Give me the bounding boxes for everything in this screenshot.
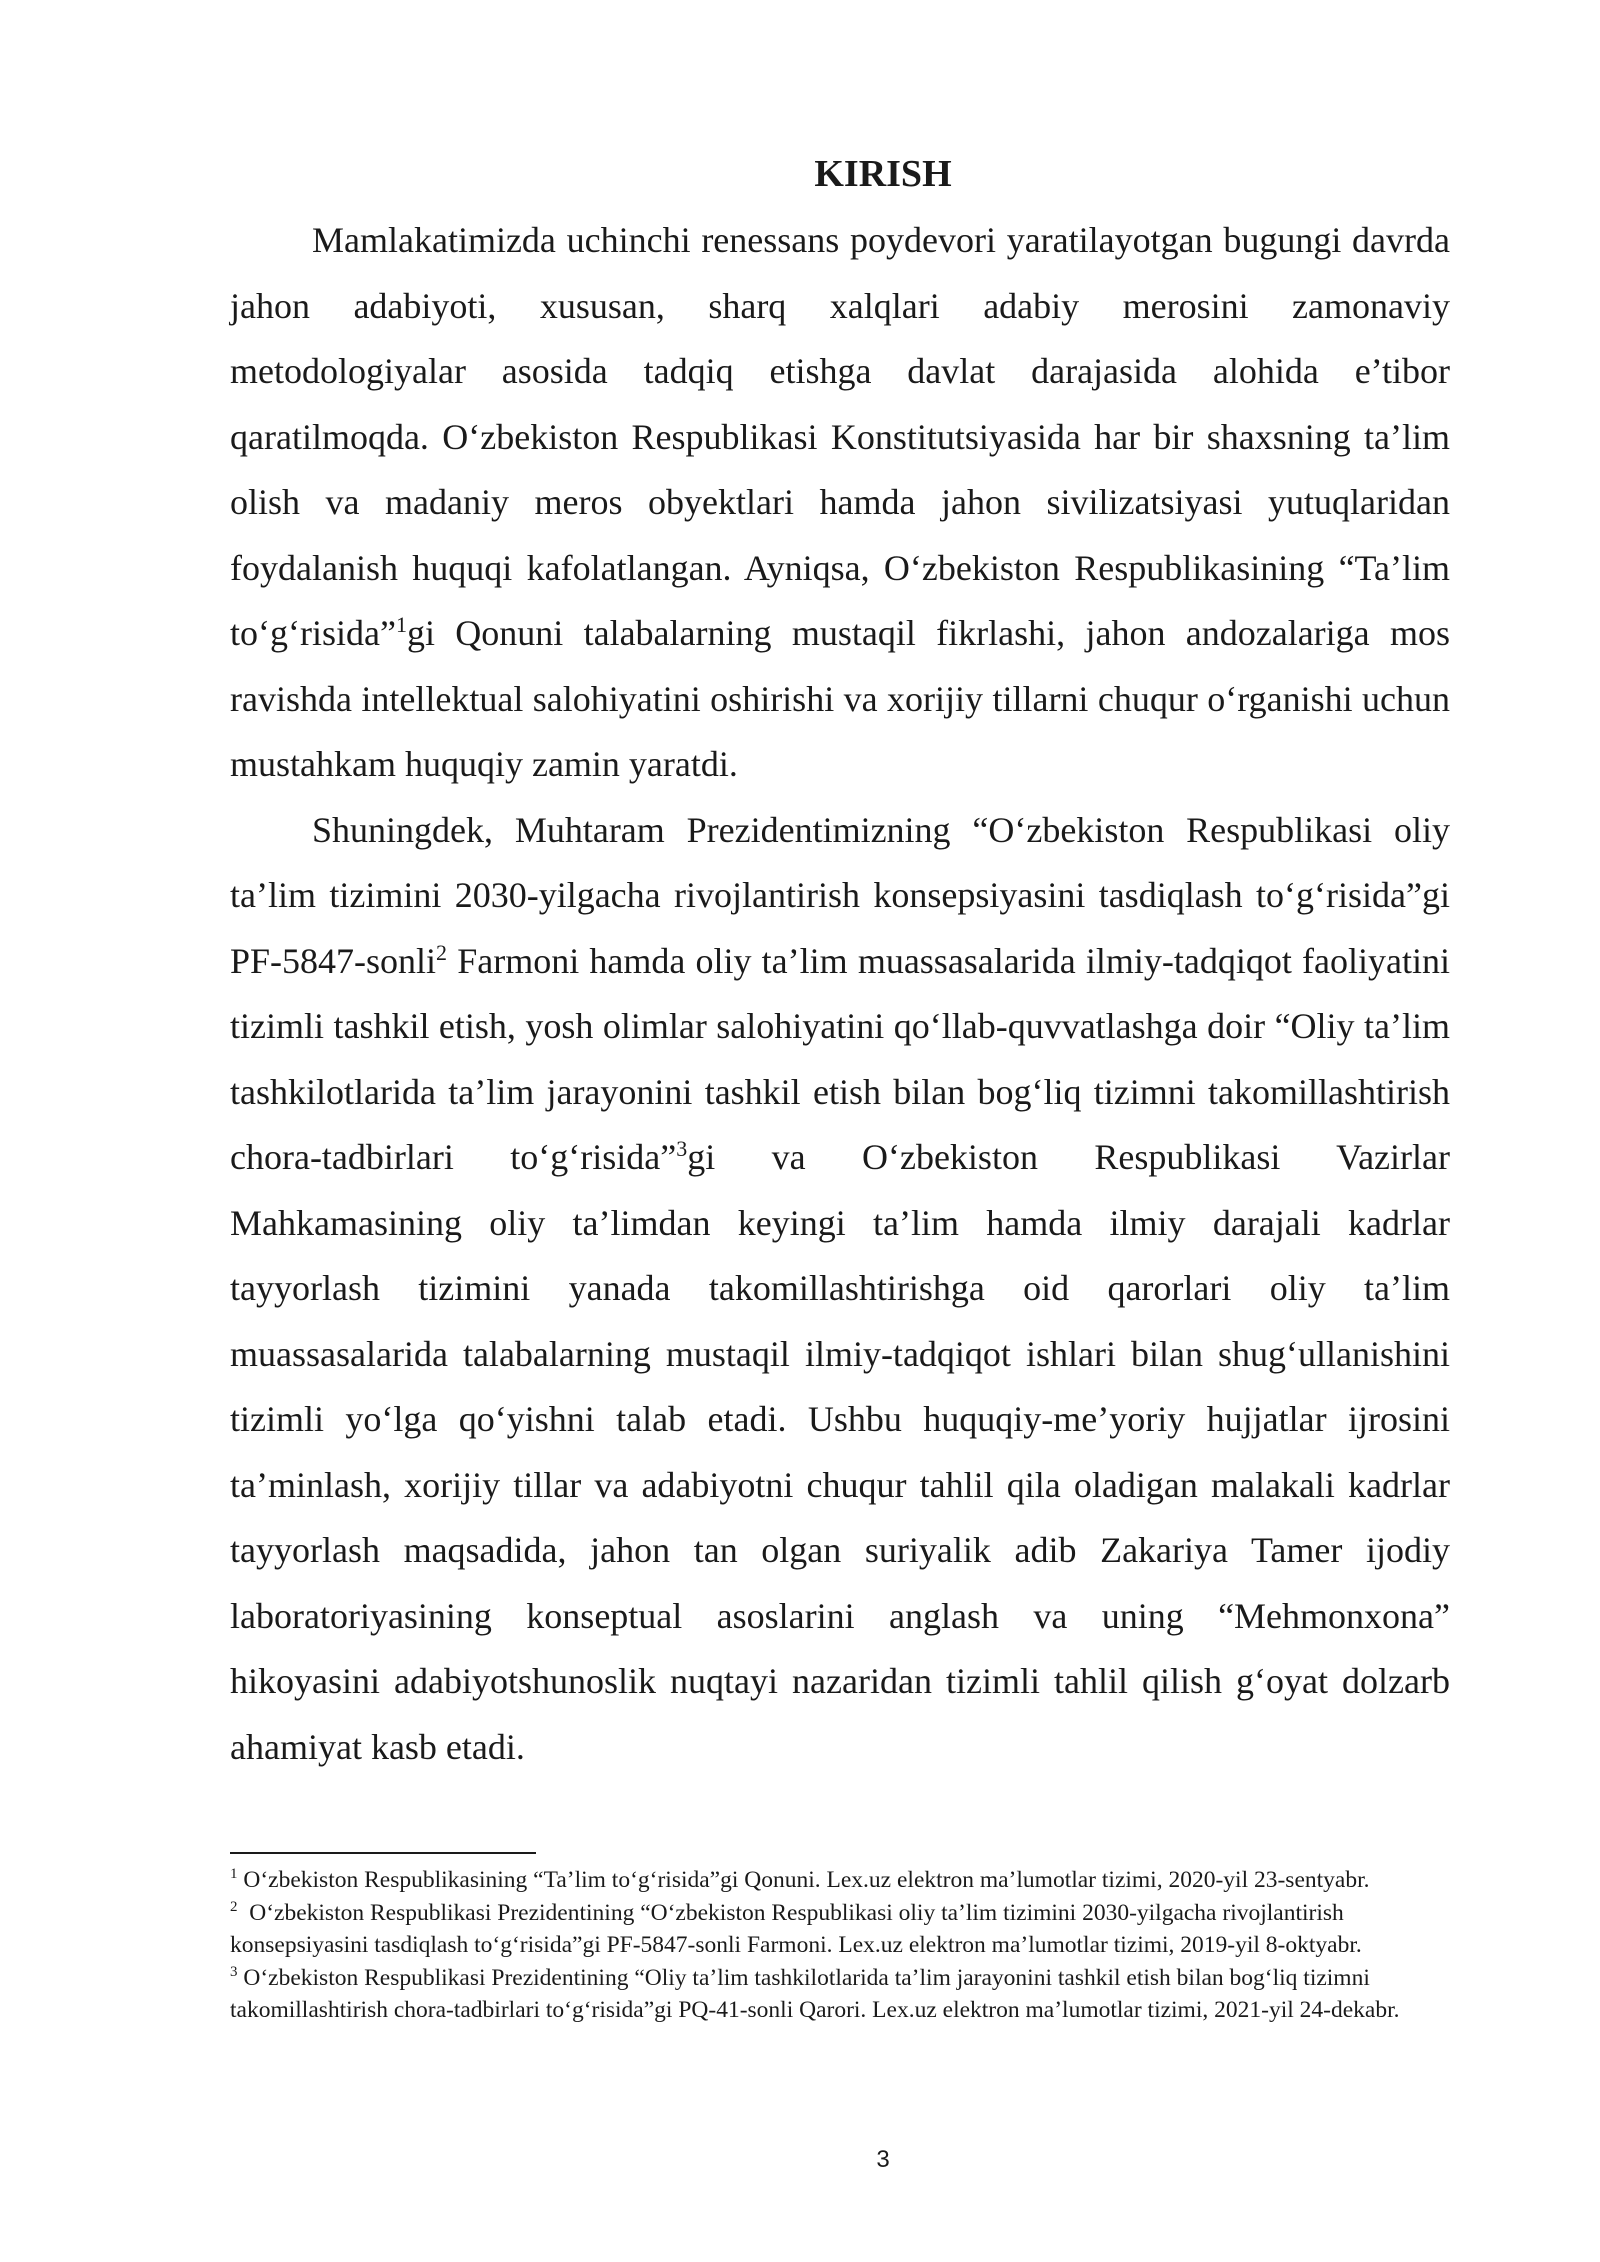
footnote-ref-3[interactable]: 3 (676, 1136, 688, 1161)
body-text (230, 208, 1450, 1780)
footnote-ref-1[interactable]: 1 (395, 612, 407, 637)
footnote-3 (230, 1962, 1450, 2027)
footnote-1 (230, 1864, 1450, 1897)
paragraph-1-text-b: gi Qonuni talabalarning mustaqil fikrlashi, jahon andozalariga mos ravishda intellektual salohiyatini oshirishi va xorijiy tillarni chuqur o‘rganishi uchun mustahkam huquqiy zamin yaratdi. (230, 613, 1450, 784)
footnotes (230, 1852, 1450, 2027)
paragraph-2-text-a: Shuningdek, Muhtaram Prezidentimizning “O‘zbekiston Respublikasi oliy ta’lim tizimini 2030-yilgacha rivojlantirish konsepsiyasini tasdiqlash to‘g‘risida”gi PF-5847-sonli (230, 809, 1450, 981)
footnote-mark-1: 1 (230, 1866, 238, 1883)
footnote-text-3: O‘zbekiston Respublikasi Prezidentining “Oliy ta’lim tashkilotlarida ta’lim jarayonini tashkil etish bilan bog‘liq tizimni takomillashtirish chora-tadbirlari to‘g‘risida”gi PQ-41-sonli Qarori. Lex.uz elektron ma’lumotlar tizimi, 2021-yil 24-dekabr. (230, 1964, 1400, 2023)
footnote-text-2: O‘zbekiston Respublikasi Prezidentining “O‘zbekiston Respublikasi oliy ta’lim tizimini 2030-yilgacha rivojlantirish konsepsiyasini tasdiqlash to‘g‘risida”gi PF-5847-sonli Farmoni. Lex.uz elektron ma’lumotlar tizimi, 2019-yil 8-oktyabr. (230, 1899, 1362, 1958)
paragraph-2 (230, 798, 1450, 1781)
footnote-ref-2[interactable]: 2 (436, 939, 448, 965)
paragraph-1 (230, 208, 1450, 798)
footnote-text-1: O‘zbekiston Respublikasining “Ta’lim to‘g‘risida”gi Qonuni. Lex.uz elektron ma’lumotlar tizimi, 2020-yil 23-sentyabr. (237, 1867, 1370, 1893)
paragraph-2-text-c: gi va O‘zbekiston Respublikasi Vazirlar Mahkamasining oliy ta’limdan keyingi ta’lim hamda ilmiy darajali kadrlar tayyorlash tizimini yanada takomillashtirishga oid qarorlari oliy ta’lim muassasalarida talabalarning mustaqil ilmiy-tadqiqot ishlari bilan shug‘ullanishini tizimli yo‘lga qo‘yishni talab etadi. Ushbu huquqiy-me’yoriy hujjatlar ijrosini ta’minlash, xorijiy tillar va adabiyotni chuqur tahlil qila oladigan malakali kadrlar tayyorlash maqsadida, jahon tan olgan suriyalik adib Zakariya Tamer ijodiy laboratoriyasining konseptual asoslarini anglash va uning “Mehmonxona” hikoyasini adabiyotshunoslik nuqtayi nazaridan tizimli tahlil qilish g‘oyat dolzarb ahamiyat kasb etadi. (230, 1137, 1450, 1767)
footnote-2 (230, 1897, 1450, 1962)
footnote-mark-3: 3 (230, 1963, 238, 1980)
footnote-separator (230, 1852, 536, 1854)
paragraph-2-text-b: Farmoni hamda oliy ta’lim muassasalarida ilmiy-tadqiqot faoliyatini tizimli tashkil etish, yosh olimlar salohiyatini qo‘llab-quvvatlashga doir “Oliy ta’lim tashkilotlarida ta’lim jarayonini tashkil etish bilan bog‘liq tizimni takomillashtirish chora-tadbirlari to‘g‘risida” (230, 940, 1450, 1177)
page-number: 3 (876, 2146, 890, 2173)
page-title: KIRISH (814, 153, 952, 195)
paragraph-1-text-a: Mamlakatimizda uchinchi renessans poydevori yaratilayotgan bugungi davrda jahon adabiyoti, xususan, sharq xalqlari adabiy merosini zamonaviy metodologiyalar asosida tadqiq etishga davlat darajasida alohida e’tibor qaratilmoqda. O‘zbekiston Respublikasi Konstitutsiyasida har bir shaxsning ta’lim olish va madaniy meros obyektlari hamda jahon sivilizatsiyasi yutuqlaridan foydalanish huquqi kafolatlangan. Ayniqsa, O‘zbekiston Respublikasining “Ta’lim to‘g‘risida” (230, 220, 1450, 653)
footnote-mark-2: 2 (230, 1898, 238, 1915)
